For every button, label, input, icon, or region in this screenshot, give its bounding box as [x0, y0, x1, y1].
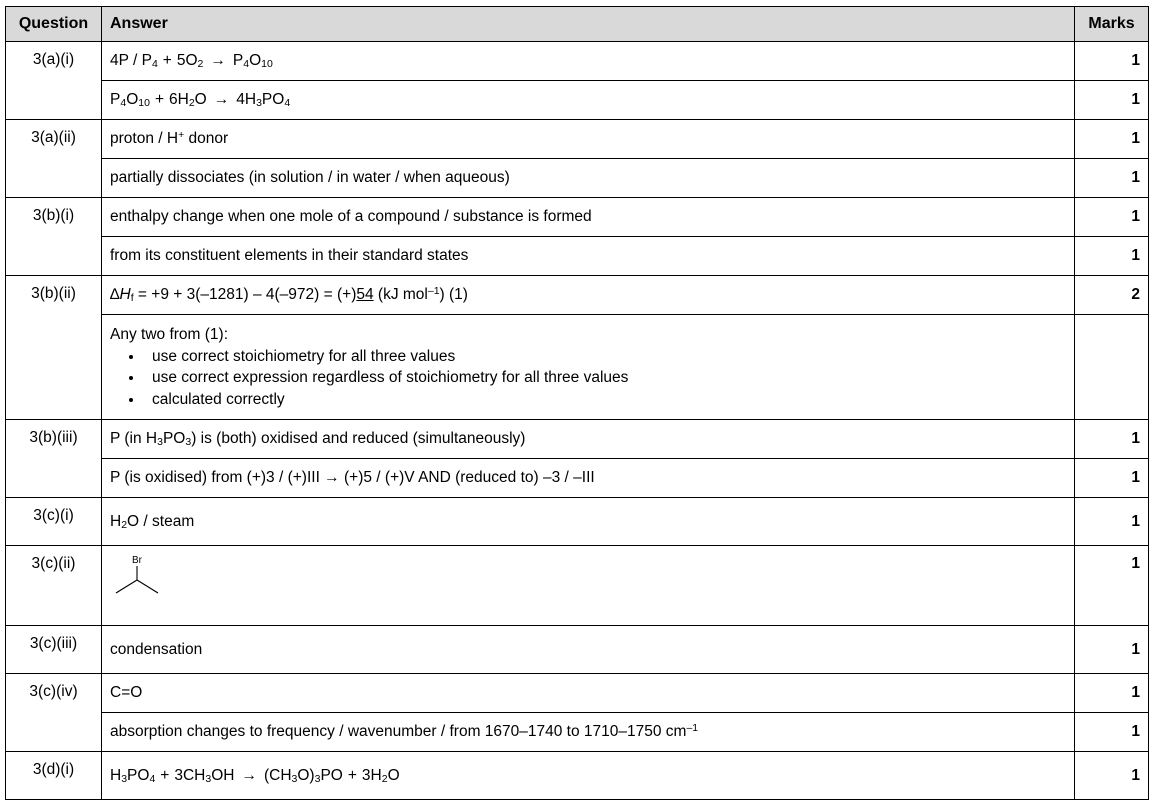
answer-cell: C=O [102, 674, 1075, 713]
mark-scheme-table [5, 6, 1149, 800]
question-label: 3(a)(i) [6, 42, 102, 120]
table-row [6, 546, 1149, 626]
answer-cell: proton / H+ donor [102, 120, 1075, 159]
header-marks: Marks [1075, 7, 1149, 42]
question-label: 3(b)(i) [6, 198, 102, 276]
marks-cell: 1 [1075, 752, 1149, 800]
marks-cell: 1 [1075, 237, 1149, 276]
marks-cell: 1 [1075, 459, 1149, 498]
table-row [6, 498, 1149, 546]
table-row [6, 713, 1149, 752]
table-row [6, 420, 1149, 459]
question-label: 3(c)(iii) [6, 626, 102, 674]
bromopropane-skeletal-structure [110, 554, 170, 604]
marks-cell: 1 [1075, 81, 1149, 120]
answer-cell [102, 546, 1075, 626]
answer-cell: $H_2O$ / steam [102, 498, 1075, 546]
question-label: 3(c)(iv) [6, 674, 102, 752]
question-label: 3(c)(i) [6, 498, 102, 546]
answer-cell: from its constituent elements in their standard states [102, 237, 1075, 276]
table-row [6, 315, 1149, 420]
answer-cell: absorption changes to frequency / wavenumber / from 1670–1740 to 1710–1750 $cm^{-1}$ [102, 713, 1075, 752]
table-row [6, 237, 1149, 276]
question-label: 3(b)(iii) [6, 420, 102, 498]
header-row [6, 7, 1149, 42]
answer-cell: $\Delta H_f = +9 + 3(-1281) - 4(-972) = (+)54$ (kJ mol$^{-1}$) (1) [102, 276, 1075, 315]
marks-cell [1075, 315, 1149, 420]
header-question: Question [6, 7, 102, 42]
answer-cell [102, 315, 1075, 420]
answer-cell: $4P / P_4 + 5O_2 \to P_4O_{10}$ [102, 42, 1075, 81]
bromine-atom-label: Br [132, 555, 142, 566]
answer-cell: $P_4O_{10} + 6H_2O \to 4H_3PO_4$ [102, 81, 1075, 120]
table-row [6, 276, 1149, 315]
marks-cell: 1 [1075, 420, 1149, 459]
c-c-bond-right [137, 580, 158, 593]
table-row [6, 459, 1149, 498]
table-row [6, 198, 1149, 237]
table-row [6, 81, 1149, 120]
answer-cell: partially dissociates (in solution / in water / when aqueous) [102, 159, 1075, 198]
question-label: 3(a)(ii) [6, 120, 102, 198]
marks-cell: 1 [1075, 713, 1149, 752]
answer-cell: $H_3PO_4 + 3CH_3OH \to (CH_3O)_3PO + 3H_2O$ [102, 752, 1075, 800]
answer-cell: enthalpy change when one mole of a compound / substance is formed [102, 198, 1075, 237]
table-row [6, 752, 1149, 800]
marks-cell: 1 [1075, 546, 1149, 626]
table-row [6, 159, 1149, 198]
c-c-bond-left [116, 580, 137, 593]
marks-cell: 2 [1075, 276, 1149, 315]
list-item: • use correct expression regardless of stoichiometry for all three values [144, 367, 1066, 389]
table-row [6, 674, 1149, 713]
table-row [6, 42, 1149, 81]
question-label: 3(b)(ii) [6, 276, 102, 420]
marks-cell: 1 [1075, 120, 1149, 159]
answer-cell: P (in $H_3PO_3$) is (both) oxidised and reduced (simultaneously) [102, 420, 1075, 459]
table-row [6, 120, 1149, 159]
list-item: • use correct stoichiometry for all three values [144, 346, 1066, 368]
header-answer: Answer [102, 7, 1075, 42]
marks-cell: 1 [1075, 674, 1149, 713]
answer-cell: condensation [102, 626, 1075, 674]
marks-cell: 1 [1075, 498, 1149, 546]
marks-cell: 1 [1075, 198, 1149, 237]
question-label: 3(c)(ii) [6, 546, 102, 626]
marks-cell: 1 [1075, 159, 1149, 198]
table-row [6, 626, 1149, 674]
answer-cell: P (is oxidised) from (+)3 / (+)III → (+)5 / (+)V AND (reduced to) –3 / –III [102, 459, 1075, 498]
criteria-list [110, 346, 1066, 411]
any-two-lead: Any two from (1): [110, 326, 228, 343]
question-label: 3(d)(i) [6, 752, 102, 800]
list-item: • calculated correctly [144, 389, 1066, 411]
marks-cell: 1 [1075, 42, 1149, 81]
marks-cell: 1 [1075, 626, 1149, 674]
